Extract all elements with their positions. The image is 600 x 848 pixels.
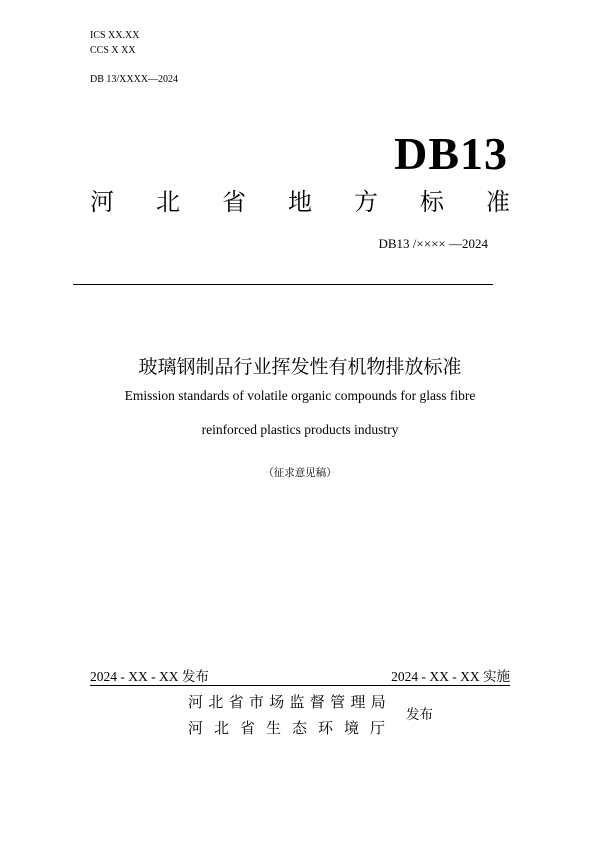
standard-type-char: 准 [486,188,510,216]
standard-type-char: 省 [222,188,246,216]
bottom-divider [90,685,510,686]
ics-code: ICS XX.XX [90,30,140,41]
standard-type-char: 方 [354,188,378,216]
db-number: DB 13/XXXX—2024 [90,74,179,85]
implementation-date: 2024 - XX - XX 实施 [391,669,510,684]
top-divider [73,284,493,285]
standard-code: DB13 /×××× —2024 [378,236,488,251]
draft-note: （征求意见稿） [263,467,337,479]
title-english-line2: reinforced plastics products industry [201,422,399,437]
standard-type-heading [90,186,510,218]
standard-type-char: 地 [288,188,312,216]
db13-logo: DB13 [394,128,508,179]
standard-type-char: 标 [420,188,444,216]
publish-label: 发布 [406,707,433,723]
issuer-market-regulation: 河北省市场监督管理局 [188,693,392,711]
issue-date: 2024 - XX - XX 发布 [90,669,209,684]
title-english-line1: Emission standards of volatile organic compounds for glass fibre [124,388,476,403]
title-chinese: 玻璃钢制品行业挥发性有机物排放标准 [138,356,462,378]
standard-type-char: 北 [156,188,180,216]
ccs-code: CCS X XX [90,45,136,56]
issuer-ecology-environment: 河北省生态环境厅 [188,719,397,737]
standard-type-char: 河 [90,188,114,216]
